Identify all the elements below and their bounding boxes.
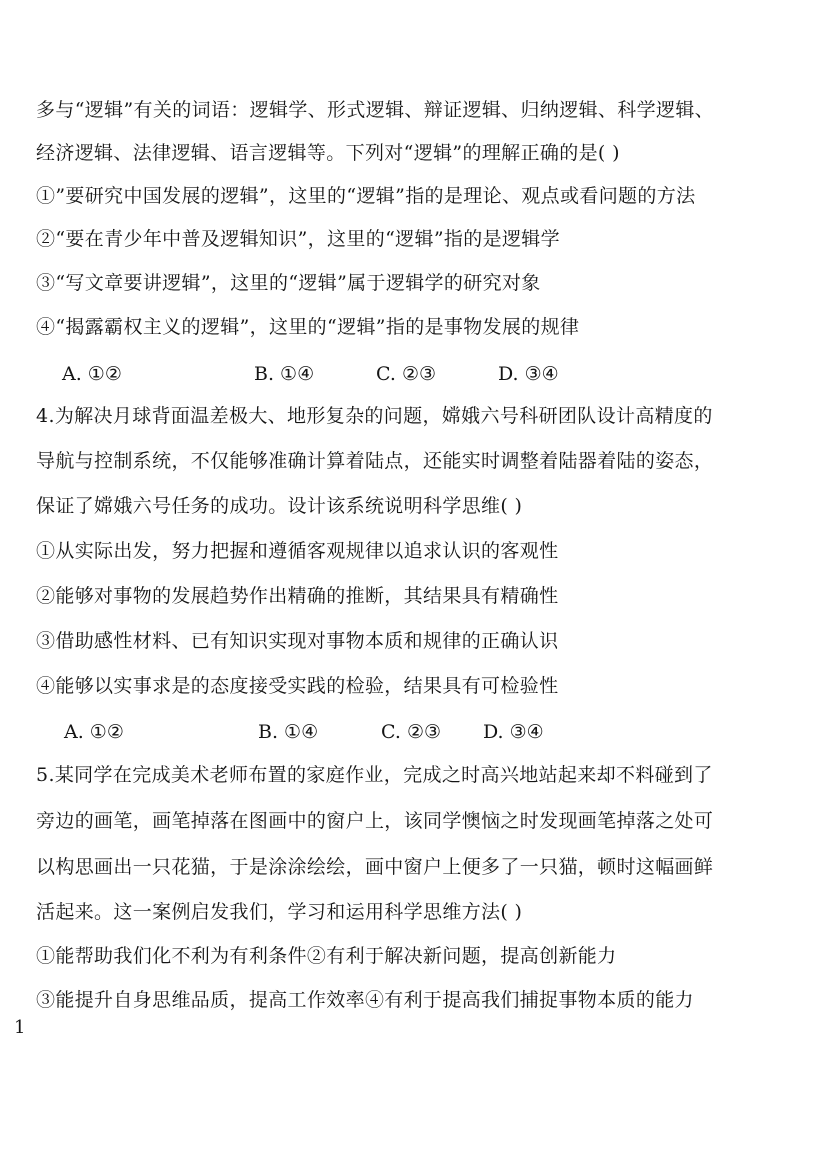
question-3-stem-line-2: 经济逻辑、法律逻辑、语言逻辑等。下列对“逻辑”的理解正确的是( ) <box>36 142 620 164</box>
question-3-stem-line-1: 多与“逻辑”有关的词语：逻辑学、形式逻辑、辩证逻辑、归纳逻辑、科学逻辑、 <box>36 99 715 121</box>
question-3-statement-2: ②“要在青少年中普及逻辑知识”，这里的“逻辑”指的是逻辑学 <box>36 228 561 250</box>
question-3-option-d: D. ③④ <box>498 363 559 385</box>
question-3-statement-4: ④“揭露霸权主义的逻辑”，这里的“逻辑”指的是事物发展的规律 <box>36 316 580 338</box>
question-3-option-c: C. ②③ <box>376 363 437 385</box>
question-3-option-a: A. ①② <box>62 363 122 385</box>
question-4-statement-2: ②能够对事物的发展趋势作出精确的推断，其结果具有精确性 <box>36 585 559 607</box>
question-5-stem-line-2: 旁边的画笔，画笔掉落在图画中的窗户上，该同学懊恼之时发现画笔掉落之处可 <box>36 810 714 832</box>
question-3-option-b: B. ①④ <box>254 363 315 385</box>
question-4-statement-4: ④能够以实事求是的态度接受实践的检验，结果具有可检验性 <box>36 675 559 697</box>
question-4-statement-3: ③借助感性材料、已有知识实现对事物本质和规律的正确认识 <box>36 630 559 652</box>
question-4-option-c: C. ②③ <box>381 721 442 743</box>
question-4-option-d: D. ③④ <box>483 721 544 743</box>
question-5-stem-line-3: 以构思画出一只花猫，于是涂涂绘绘，画中窗户上便多了一只猫，顿时这幅画鲜 <box>36 856 714 878</box>
question-4-option-b: B. ①④ <box>258 721 319 743</box>
question-5-stem-line-1: 5.某同学在完成美术老师布置的家庭作业，完成之时高兴地站起来却不料碰到了 <box>36 764 713 786</box>
question-5-statement-line-2: ③能提升自身思维品质，提高工作效率④有利于提高我们捕捉事物本质的能力 <box>36 989 694 1011</box>
question-4-stem-line-3: 保证了嫦娥六号任务的成功。设计该系统说明科学思维( ) <box>36 495 523 517</box>
question-4-stem-line-1: 4.为解决月球背面温差极大、地形复杂的问题，嫦娥六号科研团队设计高精度的 <box>36 405 713 427</box>
question-4-statement-1: ①从实际出发，努力把握和遵循客观规律以追求认识的客观性 <box>36 540 559 562</box>
question-4-option-a: A. ①② <box>64 721 124 743</box>
page-number: 1 <box>14 1017 26 1038</box>
question-3-statement-3: ③“写文章要讲逻辑”，这里的“逻辑”属于逻辑学的研究对象 <box>36 272 541 294</box>
question-4-stem-line-2: 导航与控制系统，不仅能够准确计算着陆点，还能实时调整着陆器着陆的姿态， <box>36 450 714 472</box>
question-5-stem-line-4: 活起来。这一案例启发我们，学习和运用科学思维方法( ) <box>36 901 523 923</box>
question-5-statement-line-1: ①能帮助我们化不利为有利条件②有利于解决新问题，提高创新能力 <box>36 945 617 967</box>
question-3-statement-1: ①”要研究中国发展的逻辑”，这里的“逻辑”指的是理论、观点或看问题的方法 <box>36 185 696 207</box>
